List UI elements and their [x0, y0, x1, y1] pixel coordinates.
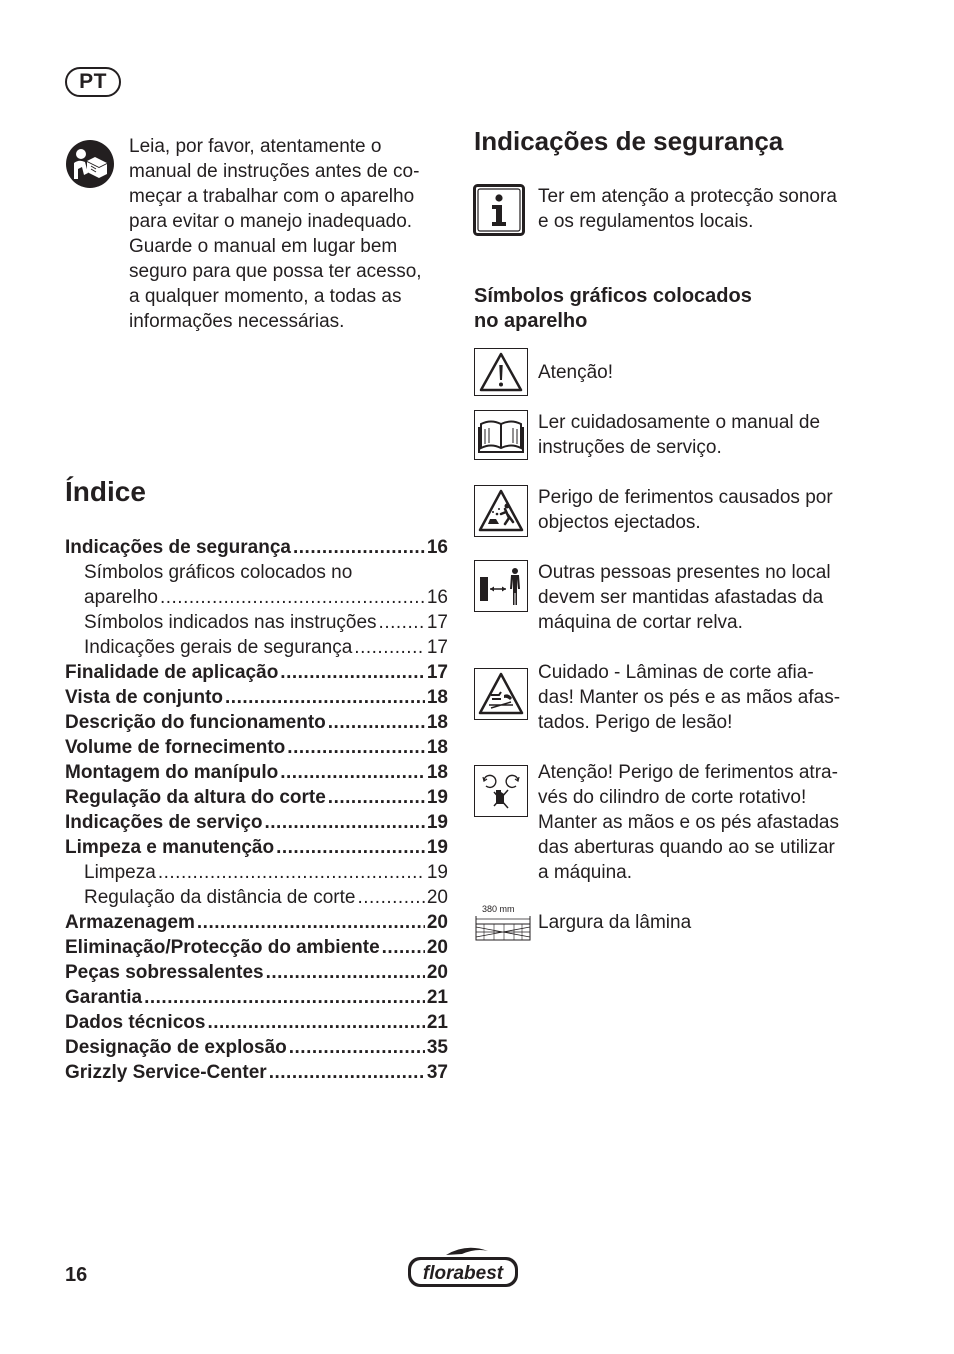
intro-text [129, 134, 449, 334]
symbols-title [474, 284, 854, 334]
toc-entry[interactable]: Grizzly Service-Center ..... 37 [65, 1060, 448, 1085]
toc-entry[interactable]: Limpeza e manutenção ..... 19 [65, 835, 448, 860]
sharp-blades-icon [474, 668, 528, 720]
toc-entry[interactable]: Regulação da altura do corte ..... 19 [65, 785, 448, 810]
toc-entry[interactable]: Designação de explosão ..... 35 [65, 1035, 448, 1060]
symbol-description-line: das! Manter os pés e as mãos afas- [538, 687, 841, 708]
symbol-description-line: a máquina. [538, 862, 633, 883]
rotating-cylinder-icon [474, 765, 528, 817]
symbols-title-line: Símbolos gráficos colocados [474, 285, 752, 307]
intro-line: Leia, por favor, atentamente o [129, 136, 382, 157]
toc-entry[interactable]: Montagem do manípulo ..... 18 [65, 760, 448, 785]
intro-line: manual de instruções antes de co- [129, 161, 420, 182]
symbol-description [538, 410, 868, 460]
symbol-description-line: Largura da lâmina [538, 912, 692, 933]
table-of-contents [65, 535, 448, 1085]
safety-title: Indicações de segurança [474, 126, 784, 156]
intro-line: meçar a trabalhar com o aparelho [129, 186, 415, 207]
symbol-description [538, 360, 868, 385]
warning-triangle-icon [474, 348, 528, 396]
intro-line: para evitar o manejo inadequado. [129, 211, 413, 232]
read-manual-icon [65, 139, 115, 189]
index-title: Índice [65, 476, 146, 507]
toc-entry[interactable]: Indicações gerais de segurança ..... 17 [65, 635, 448, 660]
symbol-description-line: máquina de cortar relva. [538, 612, 743, 633]
toc-entry[interactable]: Armazenagem ..... 20 [65, 910, 448, 935]
toc-entry[interactable]: Regulação da distância de corte ..... 20 [65, 885, 448, 910]
language-badge: PT [65, 67, 121, 97]
info-icon [473, 184, 525, 236]
svg-text:florabest: florabest [422, 1263, 504, 1284]
intro-line: seguro para que possa ter acesso, [129, 261, 422, 282]
toc-entry[interactable]: Indicações de segurança ..... 16 [65, 535, 448, 560]
symbol-description-line: instruções de serviço. [538, 437, 722, 458]
info-line: Ter em atenção a protecção sonora [538, 186, 837, 207]
info-text [538, 184, 868, 234]
toc-entry[interactable]: Limpeza ..... 19 [65, 860, 448, 885]
info-line: e os regulamentos locais. [538, 211, 754, 232]
toc-entry[interactable]: Símbolos gráficos colocados no [84, 562, 353, 583]
symbol-description-line: devem ser mantidas afastadas da [538, 587, 824, 608]
toc-entry[interactable]: Símbolos indicados nas instruções ..... 17 [65, 610, 448, 635]
intro-line: Guarde o manual em lugar bem [129, 236, 398, 257]
page-number: 16 [65, 1264, 88, 1286]
toc-entry[interactable]: Vista de conjunto ..... 18 [65, 685, 448, 710]
symbol-description-line: Manter as mãos e os pés afastadas [538, 812, 839, 833]
toc-entry[interactable]: Garantia ..... 21 [65, 985, 448, 1010]
blade-width-icon [474, 904, 532, 944]
symbol-description-line: Ler cuidadosamente o manual de [538, 412, 821, 433]
symbol-description-line: Outras pessoas presentes no local [538, 562, 831, 583]
toc-entry[interactable]: aparelho ..... 16 [65, 585, 448, 610]
symbol-description-line: tados. Perigo de lesão! [538, 712, 733, 733]
intro-line: a qualquer momento, a todas as [129, 286, 402, 307]
symbol-description [538, 560, 868, 635]
symbol-description-line: objectos ejectados. [538, 512, 701, 533]
symbol-description [538, 660, 868, 735]
florabest-logo [406, 1245, 520, 1289]
symbol-description-line: Atenção! Perigo de ferimentos atra- [538, 762, 838, 783]
toc-entry[interactable]: Indicações de serviço ..... 19 [65, 810, 448, 835]
keep-distance-icon [474, 560, 528, 612]
symbol-description [538, 910, 868, 935]
toc-entry[interactable]: Finalidade de aplicação ..... 17 [65, 660, 448, 685]
intro-line: informações necessárias. [129, 311, 345, 332]
open-book-icon [474, 410, 528, 460]
toc-entry[interactable]: Dados técnicos ..... 21 [65, 1010, 448, 1035]
ejected-objects-icon [474, 485, 528, 537]
toc-entry[interactable]: Eliminação/Protecção do ambiente ..... 20 [65, 935, 448, 960]
symbol-description-line: Atenção! [538, 362, 613, 383]
symbols-title-line: no aparelho [474, 310, 588, 332]
toc-entry[interactable]: Descrição do funcionamento ..... 18 [65, 710, 448, 735]
symbol-description [538, 485, 868, 535]
symbol-description-line: vés do cilindro de corte rotativo! [538, 787, 807, 808]
toc-entry[interactable]: Peças sobressalentes ..... 20 [65, 960, 448, 985]
symbol-description-line: Perigo de ferimentos causados por [538, 487, 833, 508]
blade-width-label: 380 mm [482, 904, 515, 914]
toc-entry[interactable]: Volume de fornecimento ..... 18 [65, 735, 448, 760]
symbol-description-line: das aberturas quando ao se utilizar [538, 837, 835, 858]
symbol-description [538, 760, 868, 885]
symbol-description-line: Cuidado - Lâminas de corte afia- [538, 662, 814, 683]
